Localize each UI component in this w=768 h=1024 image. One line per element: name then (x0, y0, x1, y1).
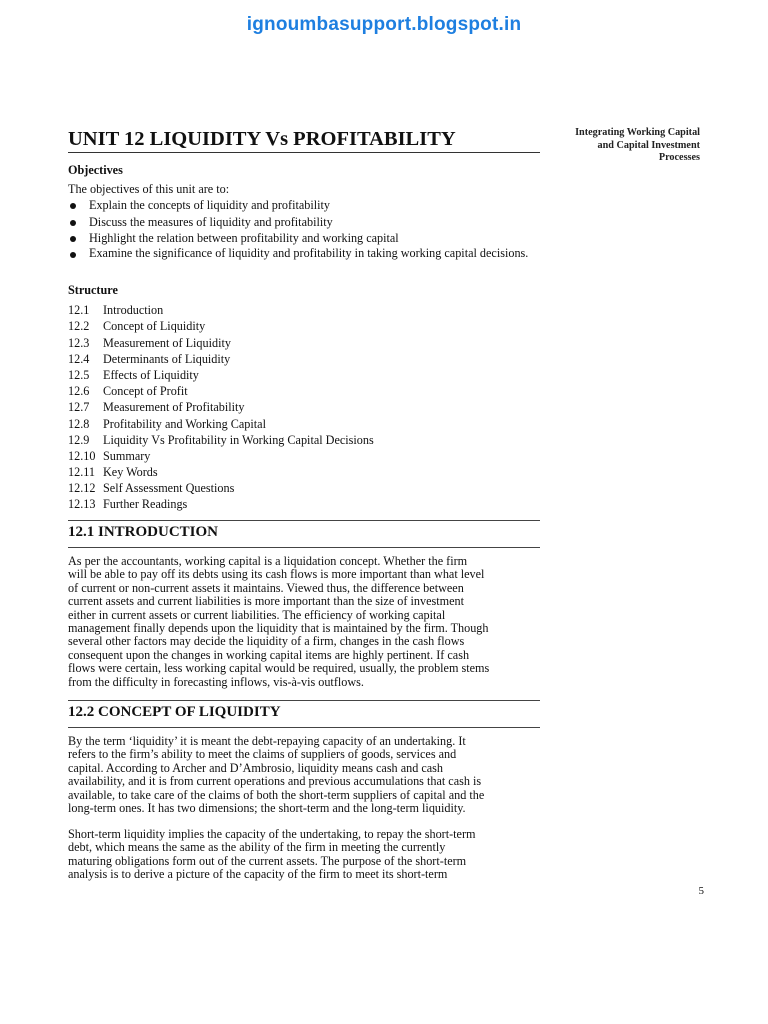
objective-text: Explain the concepts of liquidity and profitability (89, 198, 330, 213)
structure-item-number: 12.9 (68, 432, 90, 447)
running-header-line: Processes (658, 152, 700, 163)
structure-item-title: Determinants of Liquidity (103, 351, 231, 366)
text-line: analysis is to derive a picture of the capacity of the firm to meet its short-term (68, 867, 448, 882)
bullet-icon (70, 203, 76, 209)
running-header-line: and Capital Investment (597, 139, 700, 151)
structure-item-title: Measurement of Profitability (103, 400, 245, 415)
structure-item-number: 12.6 (68, 384, 90, 399)
objective-item (68, 230, 540, 246)
structure-item-title: Concept of Profit (103, 384, 188, 399)
structure-item (68, 318, 540, 334)
structure-item-title: Self Assessment Questions (103, 481, 235, 496)
section-divider-bottom (68, 547, 540, 548)
structure-item-number: 12.8 (68, 416, 90, 431)
unit-title: UNIT 12 LIQUIDITY Vs PROFITABILITY (68, 128, 456, 150)
text-line: refers to the firm’s ability to meet the claims of suppliers of goods, services and (68, 747, 457, 762)
structure-heading: Structure (68, 283, 118, 297)
structure-item (68, 302, 540, 318)
structure-item-number: 12.10 (68, 448, 96, 463)
structure-item (68, 448, 540, 464)
introduction-paragraph (68, 555, 542, 689)
objective-text: Highlight the relation between profitability and working capital (89, 230, 399, 245)
liquidity-paragraph (68, 735, 542, 815)
bullet-icon (70, 236, 76, 242)
structure-item-title: Measurement of Liquidity (103, 335, 231, 350)
structure-item-title: Liquidity Vs Profitability in Working Capital Decisions (103, 432, 374, 447)
text-line: maturing obligations form out of the current assets. The purpose of the short-term (68, 853, 467, 868)
structure-item (68, 496, 540, 512)
running-header-line: Integrating Working Capital (575, 127, 700, 138)
text-line: By the term ‘liquidity’ it is meant the debt-repaying capacity of an undertaking. It (68, 734, 466, 748)
structure-item (68, 480, 540, 496)
title-divider (68, 152, 540, 153)
text-line: flows were certain, less working capital would be required, usually, the problem stems (68, 661, 490, 676)
structure-item (68, 351, 540, 367)
structure-item (68, 335, 540, 351)
section-heading-introduction: 12.1 INTRODUCTION (68, 524, 219, 540)
bullet-icon (70, 220, 76, 226)
section-divider-top (68, 700, 540, 701)
watermark-url[interactable]: ignoumbasupport.blogspot.in (246, 14, 522, 35)
text-line: consequent upon the changes in working capital items are highly pertinent. If cash (68, 647, 470, 662)
structure-item (68, 383, 540, 399)
structure-item-title: Concept of Liquidity (103, 319, 206, 334)
short-term-liquidity-paragraph (68, 828, 542, 882)
structure-item-number: 12.11 (68, 465, 95, 480)
running-header (530, 127, 700, 165)
text-line: will be able to pay off its debts using its cash flows is more important than what level (68, 567, 485, 582)
structure-item-title: Further Readings (103, 497, 188, 512)
text-line: availability, and it is from current operations and previous accumulations that cash is (68, 774, 482, 789)
section-heading-concept-of-liquidity: 12.2 CONCEPT OF LIQUIDITY (68, 704, 281, 720)
text-line: from the difficulty in forecasting inflows, vis-à-vis outflows. (68, 674, 364, 689)
section-divider-bottom (68, 727, 540, 728)
structure-item-number: 12.13 (68, 497, 96, 512)
objective-text: Discuss the measures of liquidity and profitability (89, 214, 333, 229)
structure-block (68, 282, 540, 513)
text-line: As per the accountants, working capital is a liquidation concept. Whether the firm (68, 554, 468, 568)
objective-text: Examine the significance of liquidity and profitability in taking working capital decisions. (89, 246, 529, 261)
structure-item-number: 12.2 (68, 319, 90, 334)
section-divider-top (68, 520, 540, 521)
text-line: several other factors may decide the liquidity of a firm, changes in the cash flows (68, 634, 465, 649)
objectives-list (68, 197, 540, 260)
structure-item (68, 464, 540, 480)
text-line: Short-term liquidity implies the capacity of the undertaking, to repay the short-term (68, 827, 476, 841)
objective-item (68, 246, 539, 260)
structure-item (68, 416, 540, 432)
text-line: management finally depends upon the liquidity that is maintained by the firm. Though (68, 621, 489, 636)
structure-item-number: 12.4 (68, 351, 90, 366)
structure-item (68, 399, 540, 415)
structure-item-number: 12.3 (68, 335, 90, 350)
text-line: current assets and current liabilities is more important than the size of investment (68, 594, 464, 609)
objectives-heading: Objectives (68, 163, 123, 177)
structure-item-title: Summary (103, 448, 151, 463)
structure-item-title: Profitability and Working Capital (103, 416, 266, 431)
structure-item (68, 367, 540, 383)
objective-item (68, 197, 540, 213)
objective-item (68, 214, 540, 230)
page-number: 5 (698, 885, 704, 897)
structure-item-title: Key Words (103, 465, 158, 480)
bullet-icon (70, 252, 76, 258)
text-line: capital. According to Archer and D’Ambrosio, liquidity means cash and cash (68, 760, 444, 775)
text-line: available, to take care of the claims of both the short-term suppliers of capital and the (68, 787, 485, 802)
text-line: either in current assets or current liabilities. The efficiency of working capital (68, 607, 446, 622)
structure-item-number: 12.1 (68, 303, 90, 318)
structure-item-title: Introduction (103, 303, 164, 318)
text-line: long-term ones. It has two dimensions; the short-term and the long-term liquidity. (68, 801, 466, 816)
text-line: of current or non-current assets it maintains. Viewed thus, the difference between (68, 580, 464, 595)
text-line: debt, which means the same as the ability of the firm in meeting the currently (68, 840, 446, 855)
structure-item-number: 12.7 (68, 400, 90, 415)
objectives-block (68, 162, 540, 260)
objectives-intro: The objectives of this unit are to: (68, 182, 230, 197)
structure-list (68, 302, 540, 512)
structure-item (68, 432, 540, 448)
structure-item-title: Effects of Liquidity (103, 367, 199, 382)
structure-item-number: 12.12 (68, 481, 96, 496)
structure-item-number: 12.5 (68, 367, 90, 382)
